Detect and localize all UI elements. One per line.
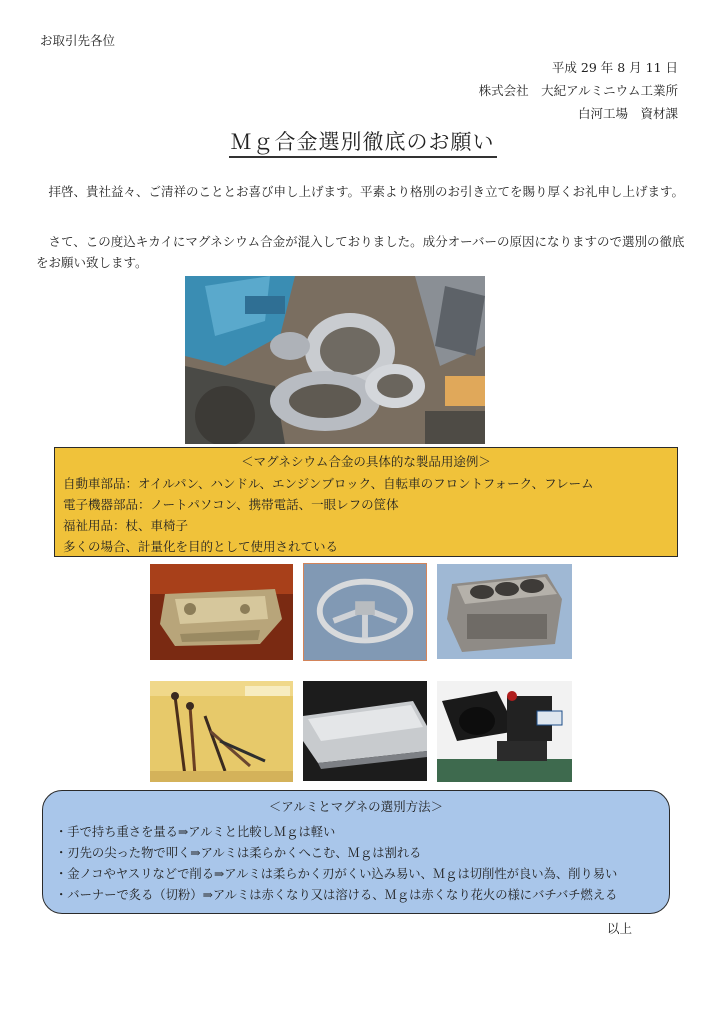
- document-title: [0, 129, 725, 158]
- camera-photo: [437, 681, 572, 782]
- method-line-burner: ・バーナーで炙る（切粉）⇒アルミは赤くなり又は溶ける、Ｍｇは赤くなり花火の様にバチバチ燃える: [55, 888, 618, 902]
- laptop-photo: [303, 681, 427, 781]
- separation-method-box: [42, 790, 670, 914]
- department-name: 白河工場 資材課: [577, 106, 678, 121]
- separation-method-title: ＜アルミとマグネの選別方法＞: [268, 799, 444, 814]
- method-line-cut: ・金ノコやヤスリなどで削る⇒アルミは柔らかく刃がくい込み易い、Ｍｇは切削性が良い為、削り易い: [55, 867, 618, 881]
- engine-block-photo: [437, 564, 572, 659]
- usage-line-automotive: 自動車部品：オイルパン、ハンドル、エンジンブロック、自転車のフロントフォーク、フレーム: [63, 476, 594, 491]
- closing-remark: 以上: [607, 921, 633, 936]
- issue-date: 平成 29 年 8 月 11 日: [551, 60, 678, 75]
- greeting-paragraph: 拝啓、貴社益々、ご清祥のこととお喜び申し上げます。平素より格別のお引き立てを賜り厚くお礼申し上げます。: [36, 184, 685, 199]
- usage-examples-title: ＜マグネシウム合金の具体的な製品用途例＞: [241, 454, 491, 469]
- steering-wheel-photo: [303, 563, 427, 661]
- scrap-magnesium-photo: [185, 276, 485, 444]
- walking-cane-photo: [150, 681, 293, 782]
- method-line-weight: ・手で持ち重さを量る⇒アルミと比較しＭｇは軽い: [55, 825, 336, 839]
- method-line-tap: ・刃先の尖った物で叩く⇒アルミは柔らかくへこむ、Ｍｇは割れる: [55, 846, 422, 860]
- addressee: お取引先各位: [40, 33, 116, 48]
- document-title-text: Ｍｇ合金選別徹底のお願い: [229, 129, 497, 158]
- oil-pan-photo: [150, 564, 293, 660]
- usage-line-welfare: 福祉用品：杖、車椅子: [63, 518, 189, 533]
- usage-line-purpose: 多くの場合、計量化を目的として使用されている: [63, 539, 339, 554]
- company-name: 株式会社 大紀アルミニウム工業所: [478, 83, 678, 98]
- usage-examples-box: [54, 447, 678, 557]
- request-paragraph: さて、この度込キカイにマグネシウム合金が混入しておりました。成分オーバーの原因になりますので選別の徹底をお願い致します。: [36, 234, 685, 270]
- usage-line-electronics: 電子機器部品：ノートパソコン、携帯電話、一眼レフの筐体: [63, 497, 399, 512]
